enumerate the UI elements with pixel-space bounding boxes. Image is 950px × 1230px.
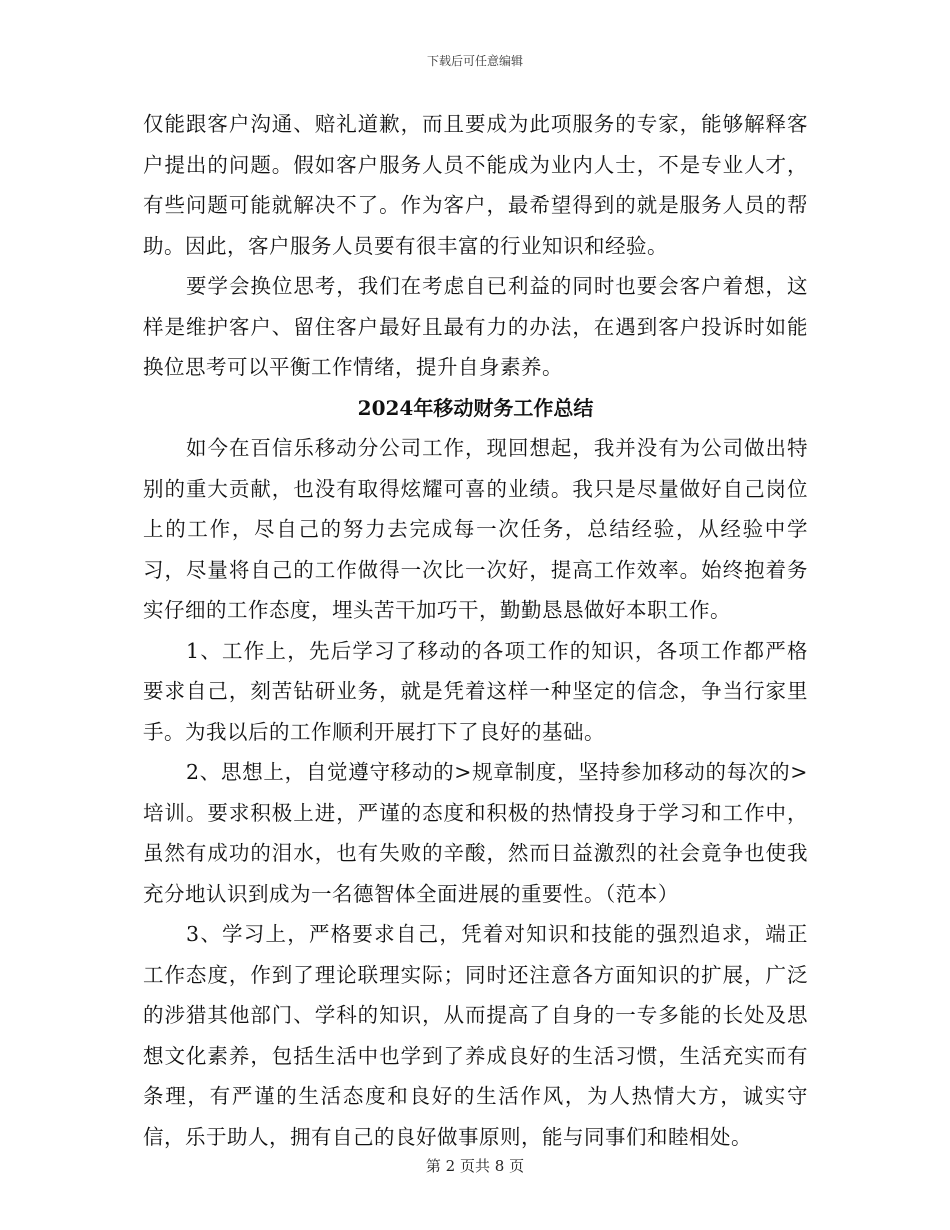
section-paragraph-intro: 如今在百信乐移动分公司工作，现回想起，我并没有为公司做出特别的重大贡献，也没有取得炫耀可喜的业绩。我只是尽量做好自己岗位上的工作，尽自己的努力去完成每一次任务，总结经验，从经验中学习，尽量将自己的工作做得一次比一次好，提高工作效率。始终抱着务实仔细的工作态度，埋头苦干加巧干，勤勤恳恳做好本职工作。 [143,436,808,622]
page-number: 第 2 页共 8 页 [425,1157,525,1175]
section-paragraph-study: 3、学习上，严格要求自己，凭着对知识和技能的强烈追求，端正工作态度，作到了理论联理实际；同时还注意各方面知识的扩展，广泛的涉猎其他部门、学科的知识，从而提高了自身的一专多能的长处及思想文化素养，包括生活中也学到了养成良好的生活习惯，生活充实而有条理，有严谨的生活态度和良好的生活作风，为人热情大方，诚实守信，乐于助人，拥有自己的良好做事原则，能与同事们和睦相处。 [143,922,808,1149]
page-header-note: 下载后可任意编辑 [426,54,523,68]
section-paragraph-thought: 2、思想上，自觉遵守移动的>规章制度，坚持参加移动的每次的>培训。要求积极上进，严谨的态度和积极的热情投身于学习和工作中，虽然有成功的泪水，也有失败的辛酸，然而日益激烈的社会竟争也使我充分地认识到成为一名德智体全面进展的重要性。（范本） [143,760,808,906]
body-paragraph: 要学会换位思考，我们在考虑自已利益的同时也要会客户着想，这样是维护客户、留住客户最好且最有力的办法，在遇到客户投诉时如能换位思考可以平衡工作情绪，提升自身素养。 [143,274,808,379]
document-body [143,104,808,1157]
section-title: 2024年移动财务工作总结 [357,395,594,420]
section-paragraph-work: 1、工作上，先后学习了移动的各项工作的知识，各项工作都严格要求自己，刻苦钻研业务，就是凭着这样一种坚定的信念，争当行家里手。为我以后的工作顺利开展打下了良好的基础。 [143,638,808,744]
body-paragraph-continued: 仅能跟客户沟通、赔礼道歉，而且要成为此项服务的专家，能够解释客户提出的问题。假如客户服务人员不能成为业内人士，不是专业人才，有些问题可能就解决不了。作为客户，最希望得到的就是服务人员的帮助。因此，客户服务人员要有很丰富的行业知识和经验。 [143,112,808,258]
